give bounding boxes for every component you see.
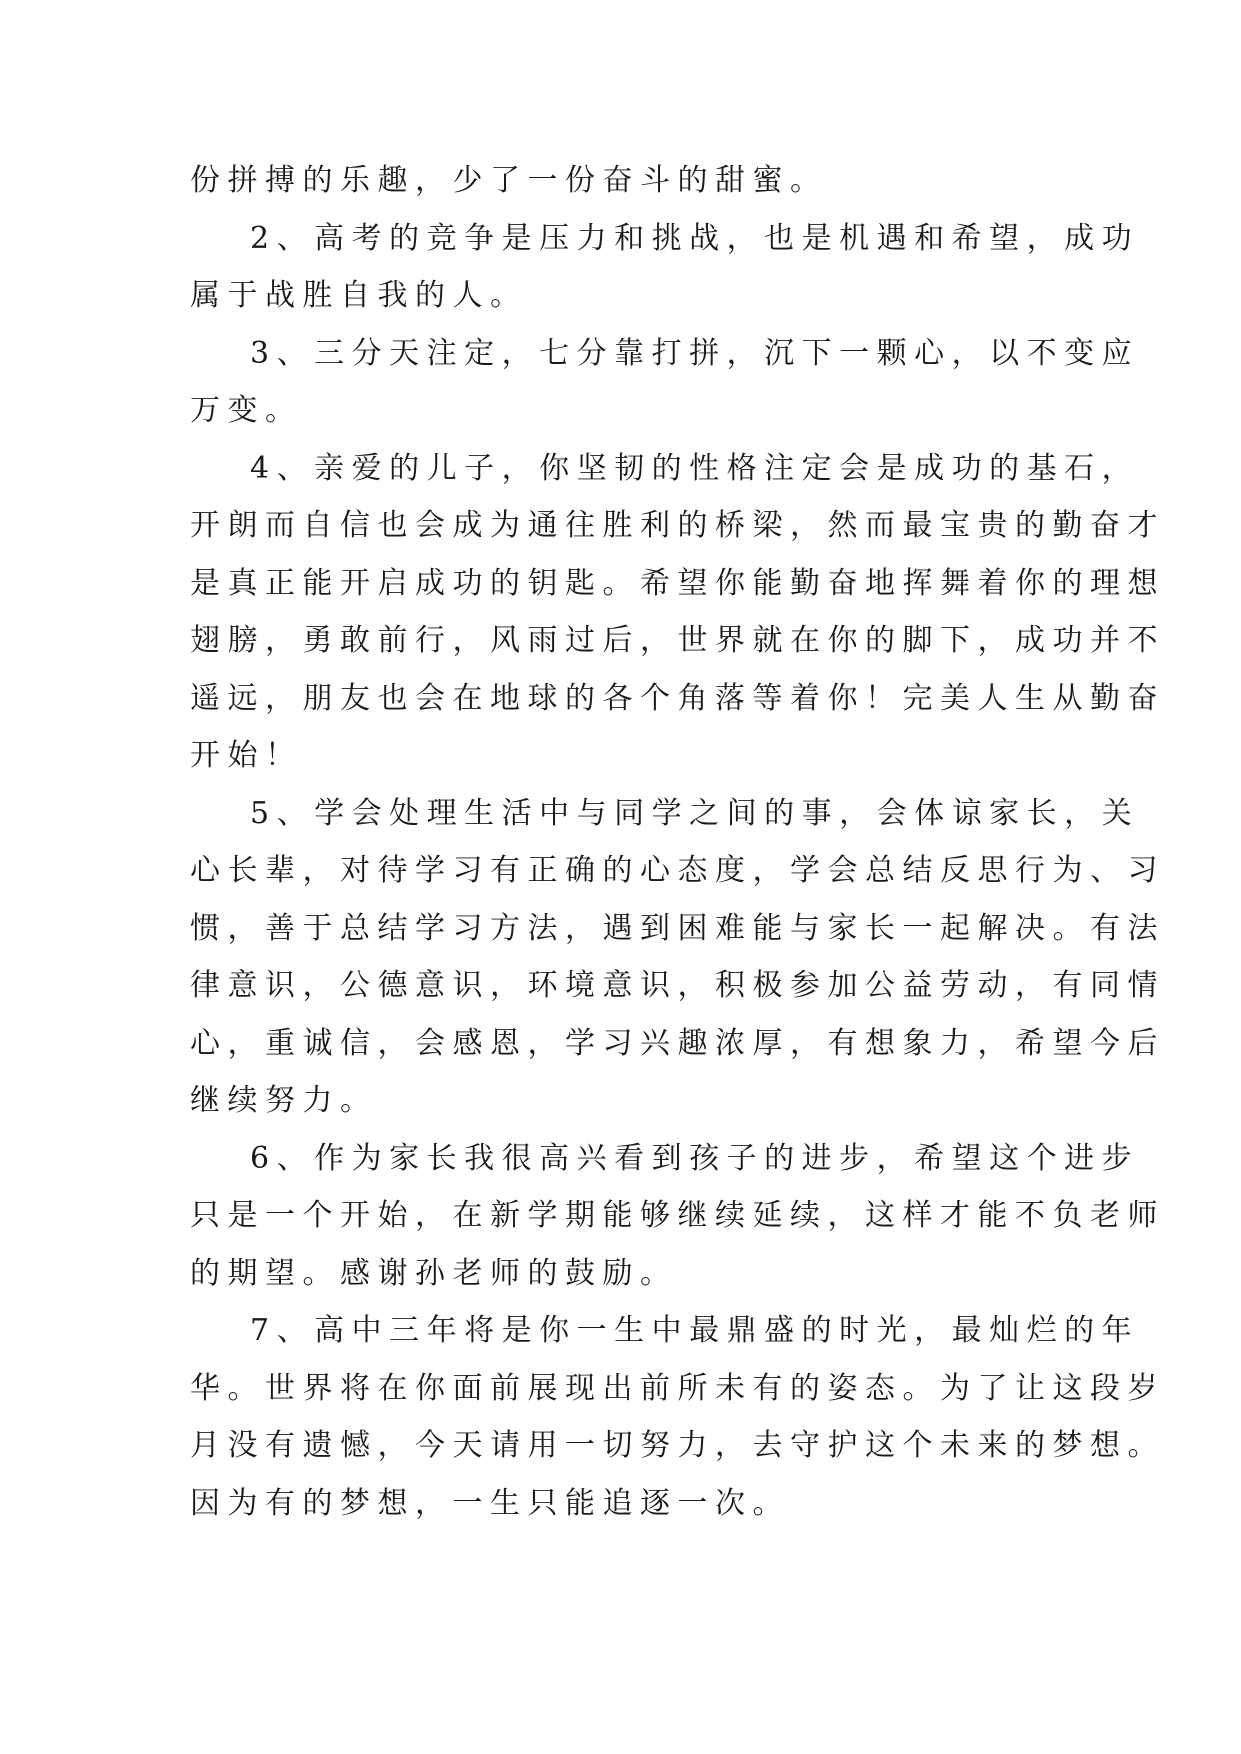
text-line: 月没有遗憾，今天请用一切努力，去守护这个未来的梦想。 [190, 1428, 1165, 1463]
text-line: 心，重诚信，会感恩，学习兴趣浓厚，有想象力，希望今后 [190, 1025, 1165, 1061]
text-line: 3、三分天注定，七分靠打拼，沉下一颗心，以不变应 [250, 335, 1140, 371]
document-body [190, 152, 1165, 1532]
text-line: 万变。 [190, 393, 303, 428]
paragraph-item-2 [190, 210, 1140, 325]
text-line: 翅膀，勇敢前行，风雨过后，世界就在你的脚下，成功并不 [190, 623, 1165, 658]
paragraph-item-4 [190, 440, 1165, 785]
text-line: 的期望。感谢孙老师的鼓励。 [190, 1255, 678, 1291]
text-line: 华。世界将在你面前展现出前所未有的姿态。为了让这段岁 [190, 1370, 1165, 1406]
text-line: 5、学会处理生活中与同学之间的事，会体谅家长，关 [250, 795, 1140, 831]
paragraph-item-3 [190, 325, 1140, 440]
text-line: 2、高考的竞争是压力和挑战，也是机遇和希望，成功 [250, 220, 1140, 256]
paragraph-item-6 [190, 1130, 1165, 1303]
text-line: 6、作为家长我很高兴看到孩子的进步，希望这个进步 [250, 1140, 1140, 1176]
text-line: 属于战胜自我的人。 [190, 278, 528, 313]
text-line: 4、亲爱的儿子，你坚韧的性格注定会是成功的基石， [250, 450, 1140, 486]
text-line: 心长辈，对待学习有正确的心态度，学会总结反思行为、习 [190, 853, 1165, 888]
text-line: 份拼搏的乐趣，少了一份奋斗的甜蜜。 [190, 163, 828, 198]
text-line: 是真正能开启成功的钥匙。希望你能勤奋地挥舞着你的理想 [190, 565, 1165, 601]
paragraph-item-7 [190, 1302, 1165, 1532]
text-line: 只是一个开始，在新学期能够继续延续，这样才能不负老师 [190, 1198, 1165, 1233]
text-line: 遥远，朋友也会在地球的各个角落等着你！完美人生从勤奋 [190, 680, 1165, 716]
text-line: 7、高中三年将是你一生中最鼎盛的时光，最灿烂的年 [250, 1313, 1140, 1348]
text-line: 律意识，公德意识，环境意识，积极参加公益劳动，有同情 [190, 968, 1165, 1003]
text-line: 开朗而自信也会成为通往胜利的桥梁，然而最宝贵的勤奋才 [190, 508, 1165, 543]
paragraph-item-5 [190, 785, 1165, 1130]
paragraph-continuation [190, 152, 1052, 210]
text-line: 开始！ [190, 738, 303, 773]
text-line: 继续努力。 [190, 1083, 378, 1118]
text-line: 惯，善于总结学习方法，遇到困难能与家长一起解决。有法 [190, 910, 1165, 946]
text-line: 因为有的梦想，一生只能追逐一次。 [190, 1485, 790, 1521]
